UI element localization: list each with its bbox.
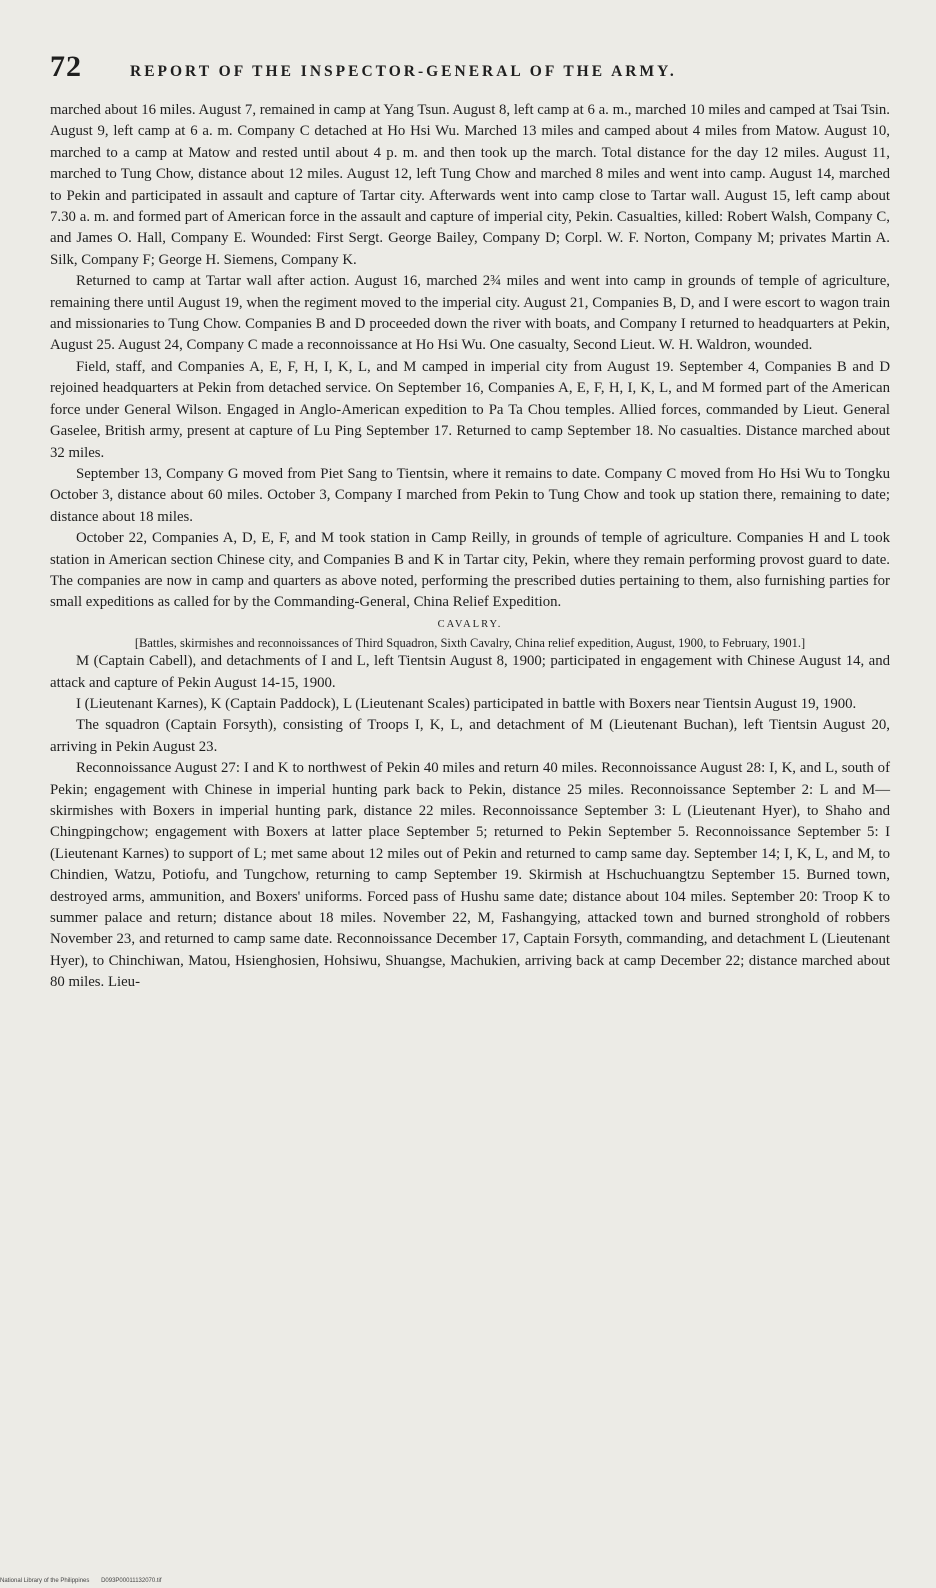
paragraph: Reconnoissance August 27: I and K to northwest of Pekin 40 miles and return 40 miles. Reconnoissance August 28: I, K, and L, south of Pekin; engagement with Chinese in imperial hunting park back to Pekin, distance 25 miles. Reconnoissance September 2: L and M—skirmishes with Boxers in imperial hunting park, distance 22 miles. Reconnoissance September 3: L (Lieutenant Hyer), to Shaho and Chingpingchow; engagement with Boxers at latter place September 5; returned to Pekin September 5. Reconnoissance September 5: I (Lieutenant Karnes) to support of L; met same about 12 miles out of Pekin and returned to camp same day. September 14; I, K, L, and M, to Chindien, Watzu, Potiofu, and Tungchow, returning to camp September 19. Skirmish at Hschuchuangtzu September 15. Burned town, destroyed arms, ammunition, and Boxers' uniforms. Forced pass of Hushu same date; distance about 104 miles. September 20: Troop K to summer palace and return; distance about 18 miles. November 22, M, Fashangying, attacked town and burned stronghold of robbers November 23, and returned to camp same date. Reconnoissance December 17, Captain Forsyth, commanding, and detachment L (Lieutenant Hyer), to Chinchiwan, Matou, Hsienghosien, Hohsiwu, Shuangse, Machukien, arriving back at camp December 22; distance marched about 80 miles. Lieu-	[50, 760, 890, 991]
paragraph: Field, staff, and Companies A, E, F, H, I, K, L, and M camped in imperial city from August 19. September 4, Companies B and D rejoined headquarters at Pekin from detached service. On September 16, Companies A, E, F, H, I, K, L, and M formed part of the American force under General Wilson. Engaged in Anglo-American expedition to Pa Ta Chou temples. Allied forces, commanded by Lieut. General Gaselee, British army, present at capture of Lu Ping September 17. Returned to camp September 18. No casualties. Distance marched about 32 miles.	[50, 358, 890, 461]
footer-library: National Library of the Philippines	[0, 1578, 90, 1584]
scan-footer	[0, 1578, 300, 1584]
paragraph: September 13, Company G moved from Piet Sang to Tientsin, where it remains to date. Company C moved from Ho Hsi Wu to Tongku October 3, distance about 60 miles. October 3, Company I marched from Pekin to Tung Chow and took up station there, remaining to date; distance about 18 miles.	[50, 465, 890, 525]
paragraph: Returned to camp at Tartar wall after action. August 16, marched 2¾ miles and went into camp in grounds of temple of agriculture, remaining there until August 19, when the regiment moved to the imperial city. August 21, Companies B, D, and I were escort to wagon train and missionaries to Tung Chow. Companies B and D proceeded down the river with boats, and Company I returned to headquarters at Pekin, August 25. August 24, Company C made a reconnoissance at Ho Hsi Wu. One casualty, Second Lieut. W. H. Waldron, wounded.	[50, 273, 890, 354]
section-heading: CAVALRY.	[437, 618, 503, 630]
running-head: REPORT OF THE INSPECTOR-GENERAL OF THE ARMY.	[130, 63, 677, 80]
paragraph: October 22, Companies A, D, E, F, and M took station in Camp Reilly, in grounds of temple of agriculture. Companies H and L took station in American section Chinese city, and Companies B and K in Tartar city, Pekin, where they remain performing provost guard to date. The companies are now in camp and quarters as above noted, performing the prescribed duties pertaining to them, also furnishing parties for small expeditions as called for by the Commanding-General, China Relief Expedition.	[50, 530, 890, 611]
page-number: 72	[50, 50, 82, 83]
page-header	[50, 50, 890, 86]
paragraph: I (Lieutenant Karnes), K (Captain Paddock), L (Lieutenant Scales) participated in battle with Boxers near Tientsin August 19, 1900.	[76, 695, 857, 712]
paragraph: The squadron (Captain Forsyth), consisting of Troops I, K, L, and detachment of M (Lieutenant Buchan), left Tientsin August 20, arriving in Pekin August 23.	[50, 717, 890, 755]
document-body	[50, 100, 890, 994]
section-note: [Battles, skirmishes and reconnoissances of Third Squadron, Sixth Cavalry, China relief expedition, August, 1900, to February, 1901.]	[134, 636, 806, 651]
paragraph: marched about 16 miles. August 7, remained in camp at Yang Tsun. August 8, left camp at 6 a. m., marched 10 miles and camped at Tsai Tsin. August 9, left camp at 6 a. m. Company C detached at Ho Hsi Wu. Marched 13 miles and camped about 4 miles from Matow. August 10, marched to a camp at Matow and rested until about 4 p. m. and then took up the march. Total distance for the day 12 miles. August 11, marched to Tung Chow, distance about 12 miles. August 12, left Tung Chow and marched 8 miles and went into camp. August 14, marched to Pekin and participated in assault and capture of Tartar city. Afterwards went into camp close to Tartar wall. August 15, left camp about 7.30 a. m. and formed part of American force in the assault and capture of imperial city, Pekin. Casualties, killed: Robert Walsh, Company C, and James O. Hall, Company E. Wounded: First Sergt. George Bailey, Company D; Corpl. W. F. Norton, Company M; privates Martin A. Silk, Company F; George H. Siemens, Company K.	[50, 102, 890, 268]
footer-code: D093P00011132070.tif	[101, 1578, 162, 1584]
paragraph: M (Captain Cabell), and detachments of I and L, left Tientsin August 8, 1900; participated in engagement with Chinese August 14, and attack and capture of Pekin August 14-15, 1900.	[50, 653, 890, 691]
